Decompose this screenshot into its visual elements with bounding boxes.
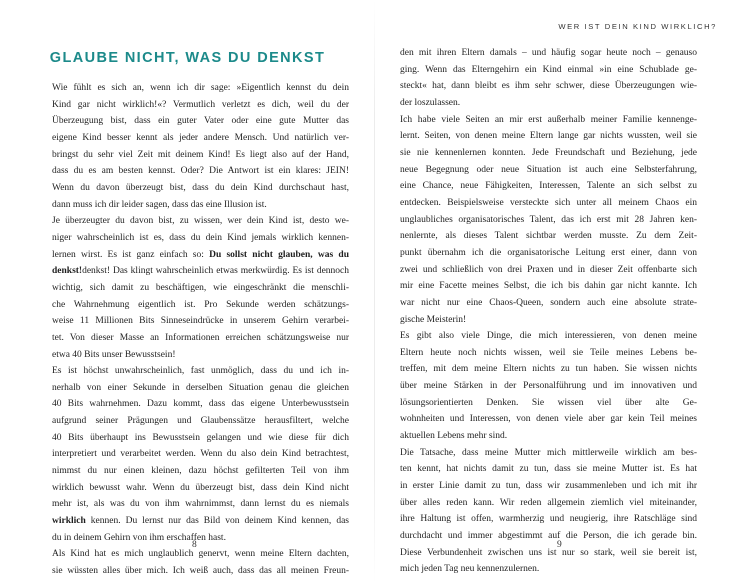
text-run: lernen wirst. Es ist ganz einfach so:: [52, 249, 210, 260]
text-line: in erster Linie damit zu tun, dass wir zusammenleben und ich mit ihr: [400, 481, 697, 492]
text-line: entdecken. Beispielsweise versteckte sich unter all meinem Chaos ein: [400, 197, 697, 208]
text-line: niger wahrscheinlich ist es, dass du dein Kind jemals wirklich kennen-: [52, 232, 349, 243]
text-line: treffen, mit dem meine Eltern nichts zu tun haben. Sie wissen nichts: [400, 364, 697, 375]
text-line: Es gibt also viele Dinge, die mich interessieren, von denen meine: [400, 331, 697, 342]
text-line: Wie fühlt es sich an, wenn ich dir sage: »Eigentlich kennst du dein: [52, 83, 349, 93]
text-line: ten kennt, hat nichts damit zu tun, dass sie meine Mutter ist. Es hat: [400, 464, 697, 475]
text-line: nenlernte, als dieses Talent sichtbar werden musste. Zu dem Zeit-: [400, 231, 697, 242]
page-number: 8: [192, 540, 197, 550]
text-line: Die Tatsache, dass meine Mutter mich mittlerweile wirklich am bes-: [400, 447, 697, 458]
text-line: nerhalb von einer Sekunde in derselben Situation genau die gleichen: [52, 382, 349, 393]
text-line: Überzeugung bist, dass ein guter Vater oder eine gute Mutter das: [52, 116, 349, 127]
right-page: [375, 0, 750, 583]
text-line: lernt. Seiten, von denen meine Eltern lange gar nichts wussten, weil sie: [400, 131, 697, 142]
text-line: lösungsorientierten Denken. Sie wissen viel über alte Ge-: [400, 397, 697, 408]
text-line: Ich habe viele Seiten an mir erst außerhalb meiner Familie kennenge-: [400, 114, 697, 125]
text-line: über alles reden kann. Wir reden allgemein ziemlich viel miteinander,: [400, 497, 697, 508]
text-line: ihre Haltung ist offen, warmherzig und neugierig, ihre Ratschläge sind: [400, 514, 697, 525]
text-line: neue Begegnung oder neue Situation ist auch eine Selbsterfahrung,: [400, 164, 697, 175]
text-line: wohnheiten und Interessen, von denen viele aber gar kein Teil meines: [400, 414, 697, 425]
text-line: sie nie kennenlernen konnten. Jede Freundschaft und Beziehung, jede: [400, 147, 697, 158]
text-line: che Wahrnehmung eigentlich ist. Pro Sekunde werden schätzungs-: [52, 299, 349, 310]
text-line: durchdacht und immer abgestimmt auf die Person, die ich gerade bin.: [400, 531, 697, 542]
text-line: Je überzeugter du davon bist, zu wissen, wer dein Kind ist, desto we-: [52, 216, 349, 227]
text-line: eine Chance, neue Fähigkeiten, Interessen, Talente an sich selbst zu: [400, 181, 697, 192]
text-line: dass du es am besten kennst. Oder? Die Antwort ist ein klares: JEIN!: [52, 166, 349, 177]
text-line: nimmst du nur einen kleinen, dazu höchst gefilterten Teil von ihm: [52, 466, 349, 477]
chapter-title: GLAUBE NICHT, WAS DU DENKST: [49, 50, 326, 66]
text-line: sie wüssten alles über mich. Ich weiß auch, dass das all meinen Freun-: [52, 566, 349, 577]
text-run: kennen. Du lernst nur das Bild von deinem Kind kennen, das: [85, 516, 349, 527]
text-line: tet. Von dieser Masse an Informationen erreichen schätzungsweise nur: [52, 332, 349, 343]
text-line: bringst du sehr viel Zeit mit deinem Kind! Es liegt also auf der Hand,: [52, 149, 349, 160]
text-line: 40 Bits überhaupt ins Bewusstsein gelangen und wie diese für dich: [52, 432, 349, 443]
text-line: gische Meisterin!: [400, 314, 467, 325]
running-head: WER IST DEIN KIND WIRKLICH?: [558, 22, 717, 31]
text-line: den mit ihren Eltern damals – und häufig sogar heute noch – genauso: [400, 48, 697, 58]
text-line: mich jeden Tag neu kennenzulernen.: [400, 564, 540, 575]
left-body-text: [52, 80, 349, 580]
right-body-text: [400, 45, 697, 578]
text-line: dann muss ich dir leider sagen, dass das eine Illusion ist.: [52, 199, 267, 210]
text-line: war nicht nur eine Chaos-Queen, sondern auch eine absolute strate-: [400, 297, 697, 308]
text-line: Eltern heute noch nichts wissen, weil sie Teile meines Lebens be-: [400, 347, 697, 358]
text-line: mehr ist, als was du von ihm wahrnimmst, dann lernst du es niemals: [52, 499, 349, 510]
text-line: interpretiert und verarbeitet werden. Wenn du also dein Kind betrachtest,: [52, 449, 349, 460]
text-line: der loszulassen.: [400, 97, 461, 108]
text-line: 40 Bits wahrnehmen. Dazu kommt, dass das eigene Unterbewusstsein: [52, 399, 349, 410]
bold-phrase: Du sollst nicht glauben, was du: [209, 249, 349, 260]
text-line: Es ist höchst unwahrscheinlich, fast unmöglich, dass du und ich in-: [52, 366, 349, 377]
text-line: ging. Wenn das Elterngehirn ein Kind einmal »in eine Schublade ge-: [400, 64, 697, 75]
text-line: weise 11 Millionen Bits Sinneseindrücke in unserem Gehirn verarbei-: [52, 316, 349, 327]
text-line-mixed: [52, 247, 349, 264]
text-line: unglaubliches organisatorisches Talent, das ich erst mit 28 Jahren ken-: [400, 214, 697, 225]
text-line: wirklich bewusst wahr. Wenn du überzeugt bist, dass dein Kind nicht: [52, 482, 349, 493]
text-line: aktuellen Lebens mehr sind.: [400, 431, 508, 442]
text-run: denkst! Das klingt wahrscheinlich etwas merkwürdig. Es ist dennoch: [82, 266, 349, 277]
text-line: wichtig, sich damit zu beschäftigen, wie eingeschränkt die menschli-: [52, 282, 349, 293]
text-line: Als Kind hat es mich unglaublich genervt, wenn meine Eltern dachten,: [52, 549, 349, 560]
text-line: du in deinem Gehirn von ihm erschaffen hast.: [52, 532, 226, 543]
text-line: zwei und schließlich von drei Praxen und in dieser Zeit offenbarte sich: [400, 264, 697, 275]
text-line-mixed: [52, 513, 349, 530]
text-line: über meine Stärken in der Personalführung und im innovativen und: [400, 381, 697, 392]
text-line: Wenn du davon überzeugt bist, dass du dein Kind durchschaut hast,: [52, 182, 349, 193]
text-line: aufgrund seiner Prägungen und Glaubenssätze herausfiltert, welche: [52, 416, 349, 427]
text-line-mixed: [52, 263, 349, 280]
text-line: steckt« hat, dann bleibt es ihm sehr schwer, diese Überzeugungen wie-: [400, 81, 697, 92]
text-line: Diese Verbundenheit zwischen uns ist nur so stark, weil sie bereit ist,: [400, 547, 697, 558]
text-line: etwa 40 Bits unser Bewusstsein!: [52, 349, 176, 360]
text-line: punkt übernahm ich die organisatorische Leitung erst einer, dann von: [400, 247, 697, 258]
bold-phrase: denkst!: [52, 266, 83, 277]
text-line: eigene Kind besser kennt als jeder andere Mensch. Und natürlich ver-: [52, 132, 349, 143]
page-number: 9: [557, 540, 562, 550]
text-line: mir eine Facette meines Selbst, die ich bis dahin gar nicht kannte. Ich: [400, 281, 697, 292]
text-line: Kind gar nicht wirklich!«? Vermutlich verletzt es dich, weil du der: [52, 99, 349, 110]
bold-word: wirklich: [52, 516, 86, 527]
